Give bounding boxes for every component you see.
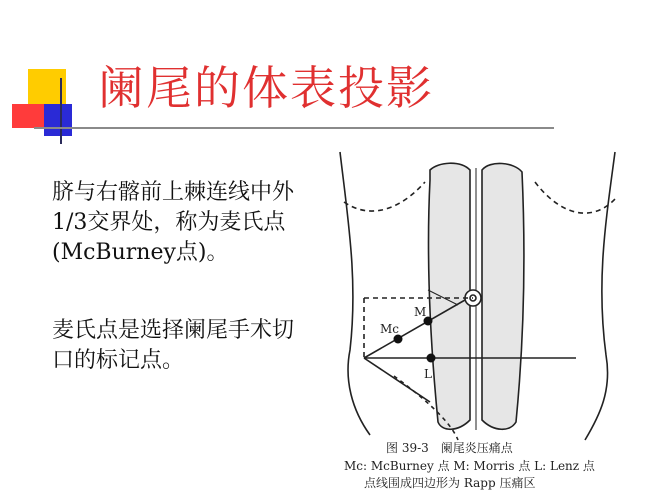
decor-vertical-line — [60, 78, 62, 144]
point-l — [427, 354, 436, 363]
body-outline-left — [340, 152, 370, 435]
rib-arch — [344, 182, 616, 213]
label-l: L — [424, 367, 432, 381]
rectus-right — [482, 163, 524, 429]
caption-line-3: 点线围成四边形为 Rapp 压痛区 — [364, 476, 536, 490]
title-underline — [34, 127, 554, 129]
caption-line-1: 图 39-3 阑尾炎压痛点 — [386, 441, 513, 455]
caption-line-2: Mc: McBurney 点 M: Morris 点 L: Lenz 点 — [344, 459, 595, 473]
label-mc: Mc — [380, 322, 400, 336]
decor-blue-square — [44, 104, 72, 136]
body-outline-right — [585, 152, 615, 440]
body-paragraph-1: 脐与右髂前上棘连线中外1/3交界处，称为麦氏点(McBurney点)。 — [52, 180, 295, 265]
rectus-left — [428, 163, 470, 429]
body-paragraph-2: 麦氏点是选择阑尾手术切口的标记点。 — [52, 318, 295, 373]
label-m: M — [414, 305, 427, 319]
abdomen-diagram — [330, 140, 630, 495]
slide-title: 阑尾的体表投影 — [98, 61, 434, 115]
